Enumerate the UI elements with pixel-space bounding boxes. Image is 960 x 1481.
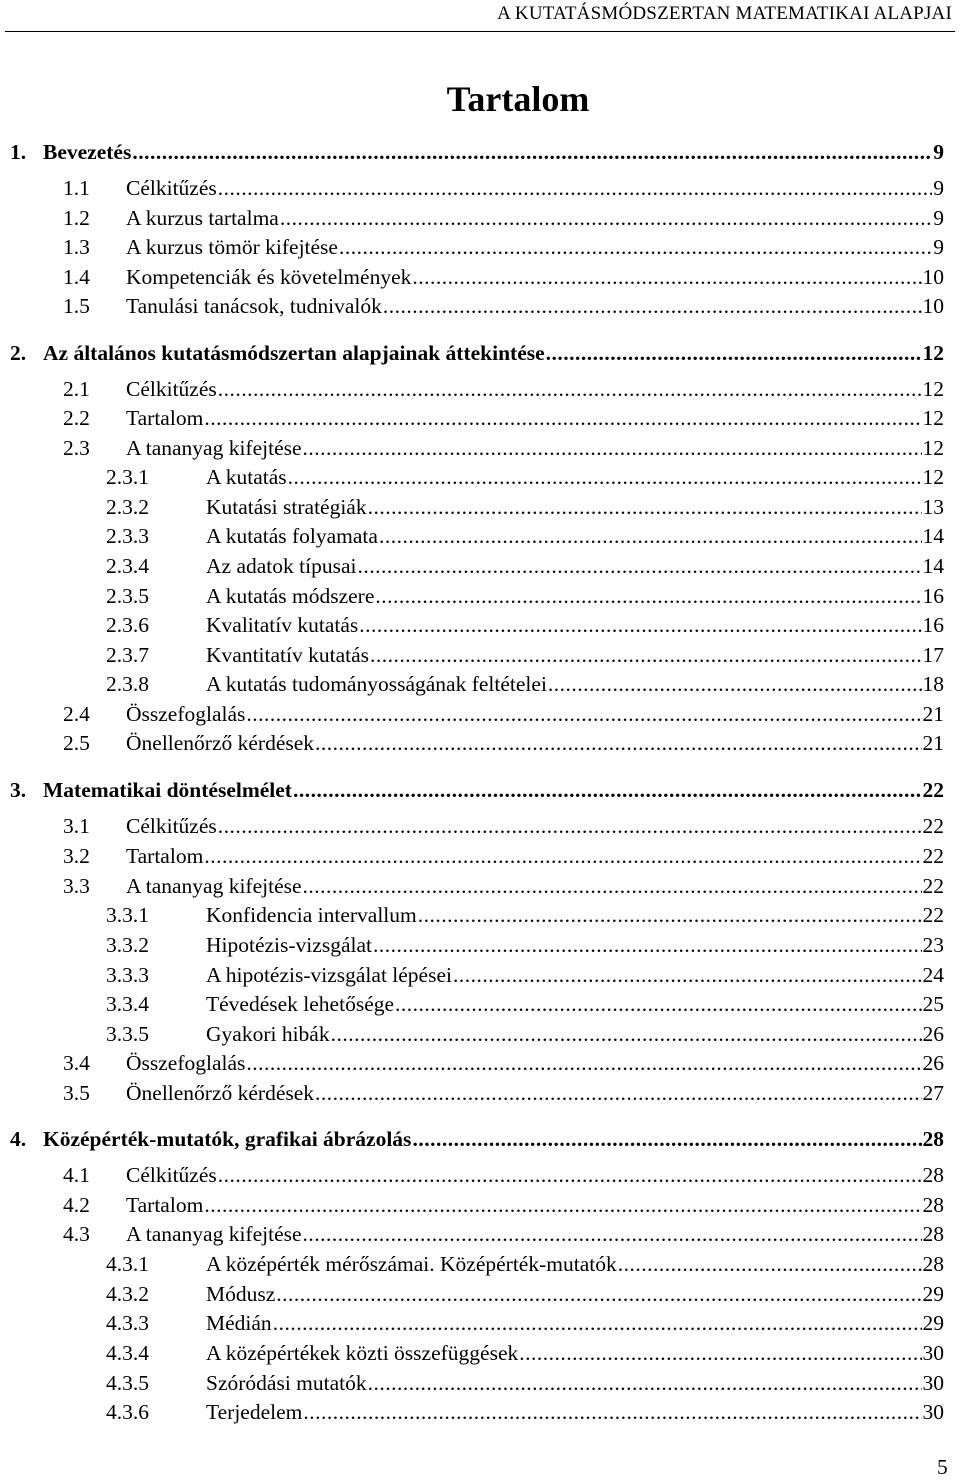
entry-page: 9 [933, 176, 944, 200]
entry-page: 28 [922, 1127, 944, 1151]
toc-entry[interactable] [106, 642, 944, 668]
entry-page: 29 [922, 1282, 944, 1306]
entry-number: 2.2 [63, 406, 90, 430]
entry-title: Konfidencia intervallum [206, 903, 417, 927]
toc-entry[interactable] [106, 583, 944, 609]
entry-page: 28 [922, 1193, 944, 1217]
toc-entry[interactable] [63, 435, 944, 461]
dot-leader [303, 1399, 921, 1425]
entry-number: 2.3.5 [106, 584, 149, 608]
entry-title: Médián [206, 1311, 272, 1335]
toc-entry[interactable] [63, 701, 944, 727]
toc-entry[interactable] [106, 553, 944, 579]
entry-number: 3.3.1 [106, 903, 149, 927]
dot-leader [303, 873, 922, 899]
entry-number: 4.3.3 [106, 1311, 149, 1335]
running-header: A KUTATÁSMÓDSZERTAN MATEMATIKAI ALAPJAI [497, 3, 952, 24]
toc-entry[interactable] [10, 1126, 944, 1152]
dot-leader [357, 553, 921, 579]
entry-number: 3.3.3 [106, 963, 149, 987]
entry-title: Kutatási stratégiák [206, 495, 367, 519]
entry-title: Célkitűzés [126, 814, 217, 838]
entry-title: Célkitűzés [126, 176, 217, 200]
entry-title: Összefoglalás [126, 702, 246, 726]
dot-leader [359, 612, 921, 638]
dot-leader [618, 1251, 922, 1277]
entry-number: 4.3 [63, 1222, 90, 1246]
toc-entry[interactable] [10, 777, 944, 803]
entry-title: A kurzus tartalma [126, 206, 279, 230]
toc-entry[interactable] [63, 1221, 944, 1247]
entry-title: A tananyag kifejtése [126, 874, 302, 898]
entry-number: 2.3.6 [106, 613, 149, 637]
dot-leader [368, 494, 922, 520]
entry-number: 3.4 [63, 1051, 90, 1075]
entry-page: 13 [922, 495, 944, 519]
dot-leader [293, 777, 922, 803]
toc-entry[interactable] [63, 1050, 944, 1076]
entry-page: 9 [933, 140, 944, 164]
dot-leader [315, 730, 921, 756]
dot-leader [331, 1021, 922, 1047]
entry-title: A középérték mérőszámai. Középérték-mutatók [206, 1252, 617, 1276]
dot-leader [412, 1126, 921, 1152]
dot-leader [546, 340, 922, 366]
entry-title: Kvalitatív kutatás [206, 613, 359, 637]
toc-entry[interactable] [106, 1251, 944, 1277]
entry-title: Célkitűzés [126, 377, 217, 401]
dot-leader [218, 1162, 922, 1188]
dot-leader [370, 642, 921, 668]
entry-number: 3.2 [63, 844, 90, 868]
entry-number: 3.3.4 [106, 992, 149, 1016]
entry-page: 14 [922, 554, 944, 578]
entry-page: 30 [922, 1400, 944, 1424]
toc-entry[interactable] [106, 464, 944, 490]
dot-leader [204, 1192, 921, 1218]
entry-page: 21 [922, 702, 944, 726]
dot-leader [383, 293, 922, 319]
entry-page: 9 [933, 235, 944, 259]
dot-leader [395, 991, 921, 1017]
entry-page: 29 [922, 1311, 944, 1335]
entry-number: 3. [10, 778, 27, 802]
toc-entry[interactable] [10, 340, 944, 366]
entry-page: 12 [922, 436, 944, 460]
entry-page: 12 [922, 377, 944, 401]
dot-leader [132, 139, 932, 165]
entry-page: 25 [922, 992, 944, 1016]
entry-title: Bevezetés [43, 140, 132, 164]
entry-title: Önellenőrző kérdések [126, 731, 315, 755]
entry-title: Gyakori hibák [206, 1022, 330, 1046]
entry-number: 2.3 [63, 436, 90, 460]
entry-page: 22 [922, 874, 944, 898]
page-number: 5 [937, 1455, 948, 1479]
entry-title: Az adatok típusai [206, 554, 357, 578]
toc-entry[interactable] [106, 902, 944, 928]
entry-number: 4.3.2 [106, 1282, 149, 1306]
entry-title: A hipotézis-vizsgálat lépései [206, 963, 452, 987]
entry-page: 14 [922, 524, 944, 548]
entry-number: 1. [10, 140, 27, 164]
dot-leader [418, 902, 922, 928]
dot-leader [218, 813, 922, 839]
entry-title: Célkitűzés [126, 1163, 217, 1187]
entry-number: 4.3.5 [106, 1371, 149, 1395]
toc-entry[interactable] [106, 1370, 944, 1396]
toc-entry[interactable] [63, 730, 944, 756]
entry-page: 22 [922, 903, 944, 927]
toc-entry[interactable] [106, 1310, 944, 1336]
toc-entry[interactable] [63, 1080, 944, 1106]
entry-title: A kutatás [206, 465, 287, 489]
header-rule [5, 31, 955, 32]
entry-title: Matematikai döntéselmélet [43, 778, 292, 802]
entry-page: 28 [922, 1252, 944, 1276]
toc-entry[interactable] [63, 405, 944, 431]
dot-leader [288, 464, 922, 490]
entry-number: 1.3 [63, 235, 90, 259]
entry-number: 1.1 [63, 176, 90, 200]
dot-leader [519, 1340, 921, 1366]
entry-page: 16 [922, 613, 944, 637]
entry-number: 2. [10, 341, 27, 365]
entry-page: 17 [922, 643, 944, 667]
dot-leader [273, 1310, 922, 1336]
toc-entry[interactable] [106, 671, 944, 697]
entry-title: Összefoglalás [126, 1051, 246, 1075]
dot-leader [276, 1281, 921, 1307]
dot-leader [280, 205, 932, 231]
entry-page: 26 [922, 1022, 944, 1046]
toc-entry[interactable] [63, 264, 944, 290]
entry-page: 16 [922, 584, 944, 608]
entry-number: 2.5 [63, 731, 90, 755]
entry-number: 2.3.2 [106, 495, 149, 519]
entry-page: 28 [922, 1163, 944, 1187]
dot-leader [246, 701, 921, 727]
dot-leader [412, 264, 921, 290]
entry-title: Tartalom [126, 844, 204, 868]
entry-number: 1.4 [63, 265, 90, 289]
entry-page: 12 [922, 341, 944, 365]
entry-number: 2.3.4 [106, 554, 149, 578]
entry-page: 22 [922, 778, 944, 802]
entry-page: 9 [933, 206, 944, 230]
entry-number: 4. [10, 1127, 27, 1151]
entry-title: Tartalom [126, 406, 204, 430]
entry-number: 2.3.7 [106, 643, 149, 667]
dot-leader [204, 405, 921, 431]
entry-number: 3.3.5 [106, 1022, 149, 1046]
entry-title: A kutatás módszere [206, 584, 375, 608]
entry-title: Hipotézis-vizsgálat [206, 933, 372, 957]
entry-number: 2.3.1 [106, 465, 149, 489]
entry-title: Önellenőrző kérdések [126, 1081, 315, 1105]
entry-title: A középértékek közti összefüggések [206, 1341, 519, 1365]
entry-number: 2.3.3 [106, 524, 149, 548]
entry-page: 12 [922, 465, 944, 489]
entry-title: Terjedelem [206, 1400, 303, 1424]
entry-page: 30 [922, 1371, 944, 1395]
toc-entry[interactable] [63, 376, 944, 402]
entry-title: Tanulási tanácsok, tudnivalók [126, 294, 382, 318]
entry-title: Középérték-mutatók, grafikai ábrázolás [43, 1127, 412, 1151]
toc-entry[interactable] [106, 932, 944, 958]
toc-entry[interactable] [63, 293, 944, 319]
entry-number: 4.3.1 [106, 1252, 149, 1276]
entry-number: 3.5 [63, 1081, 90, 1105]
entry-number: 4.3.4 [106, 1341, 149, 1365]
dot-leader [218, 376, 922, 402]
entry-page: 12 [922, 406, 944, 430]
entry-number: 4.3.6 [106, 1400, 149, 1424]
dot-leader [368, 1370, 922, 1396]
toc-entry[interactable] [106, 1021, 944, 1047]
toc-entry[interactable] [63, 843, 944, 869]
entry-page: 10 [922, 265, 944, 289]
toc-entry[interactable] [106, 1399, 944, 1425]
toc-title: Tartalom [446, 79, 590, 119]
dot-leader [315, 1080, 921, 1106]
dot-leader [303, 435, 922, 461]
dot-leader [204, 843, 921, 869]
toc-entry[interactable] [106, 523, 944, 549]
entry-number: 3.3.2 [106, 933, 149, 957]
entry-number: 2.1 [63, 377, 90, 401]
entry-title: Szóródási mutatók [206, 1371, 367, 1395]
dot-leader [379, 523, 922, 549]
dot-leader [339, 234, 932, 260]
toc-entry[interactable] [63, 205, 944, 231]
dot-leader [453, 962, 922, 988]
entry-page: 28 [922, 1222, 944, 1246]
toc-entry[interactable] [63, 234, 944, 260]
dot-leader [548, 671, 922, 697]
entry-number: 4.1 [63, 1163, 90, 1187]
toc-entry[interactable] [106, 991, 944, 1017]
dot-leader [373, 932, 922, 958]
entry-number: 2.4 [63, 702, 90, 726]
dot-leader [375, 583, 921, 609]
dot-leader [246, 1050, 921, 1076]
toc-entry[interactable] [106, 612, 944, 638]
entry-page: 22 [922, 814, 944, 838]
entry-number: 4.2 [63, 1193, 90, 1217]
entry-page: 18 [922, 672, 944, 696]
entry-number: 3.3 [63, 874, 90, 898]
entry-title: Tévedések lehetősége [206, 992, 395, 1016]
entry-title: Az általános kutatásmódszertan alapjainak áttekintése [43, 341, 545, 365]
entry-title: A kurzus tömör kifejtése [126, 235, 338, 259]
toc-entry[interactable] [63, 1192, 944, 1218]
entry-title: Módusz [206, 1282, 276, 1306]
entry-title: Tartalom [126, 1193, 204, 1217]
toc-entry[interactable] [10, 139, 944, 165]
entry-number: 2.3.8 [106, 672, 149, 696]
entry-number: 3.1 [63, 814, 90, 838]
entry-page: 24 [922, 963, 944, 987]
dot-leader [218, 175, 932, 201]
entry-title: A kutatás folyamata [206, 524, 378, 548]
entry-title: Kompetenciák és követelmények [126, 265, 412, 289]
toc-entry[interactable] [106, 494, 944, 520]
toc-entry[interactable] [106, 1281, 944, 1307]
entry-title: A tananyag kifejtése [126, 1222, 302, 1246]
toc-entry[interactable] [106, 962, 944, 988]
entry-title: Kvantitatív kutatás [206, 643, 370, 667]
entry-page: 22 [922, 844, 944, 868]
entry-title: A tananyag kifejtése [126, 436, 302, 460]
toc-entry[interactable] [63, 873, 944, 899]
entry-number: 1.5 [63, 294, 90, 318]
entry-title: A kutatás tudományosságának feltételei [206, 672, 547, 696]
toc-entry[interactable] [106, 1340, 944, 1366]
entry-page: 26 [922, 1051, 944, 1075]
toc-entry[interactable] [63, 1162, 944, 1188]
entry-page: 27 [922, 1081, 944, 1105]
entry-page: 21 [922, 731, 944, 755]
entry-number: 1.2 [63, 206, 90, 230]
entry-page: 10 [922, 294, 944, 318]
dot-leader [303, 1221, 922, 1247]
entry-page: 30 [922, 1341, 944, 1365]
toc-entry[interactable] [63, 175, 944, 201]
entry-page: 23 [922, 933, 944, 957]
toc-entry[interactable] [63, 813, 944, 839]
